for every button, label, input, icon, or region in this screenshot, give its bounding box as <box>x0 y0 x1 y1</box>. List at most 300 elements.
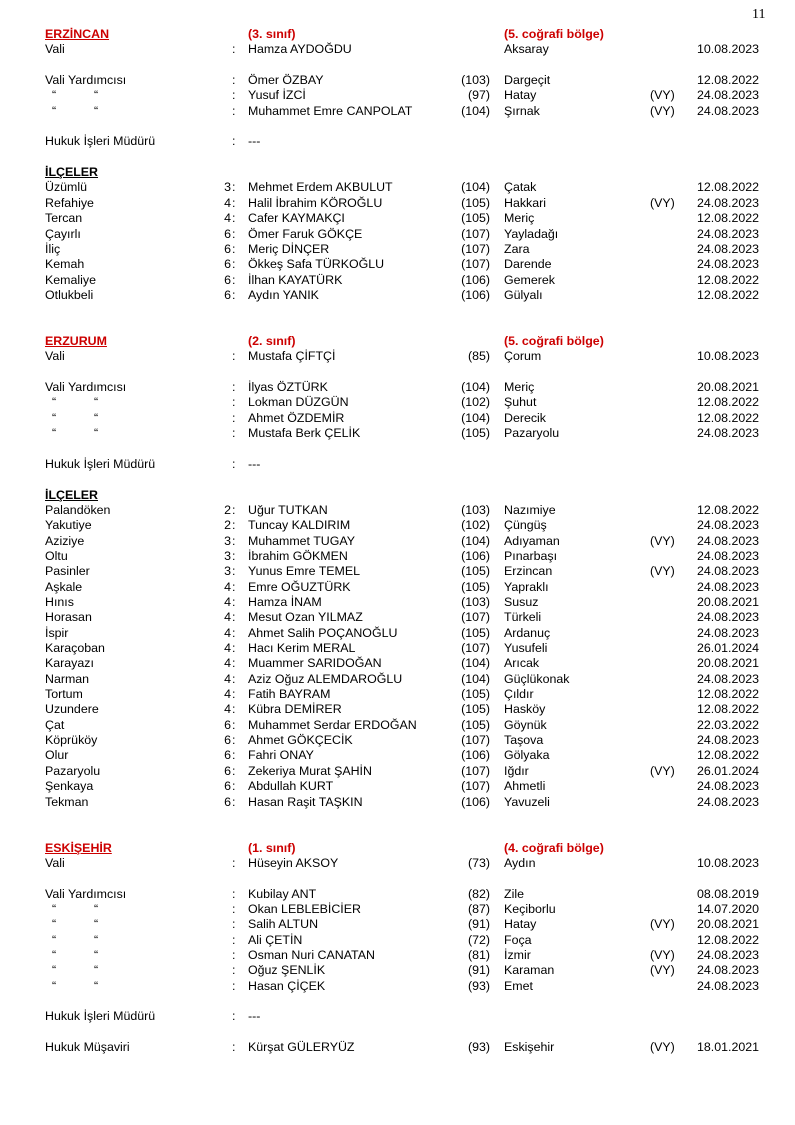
colon: : <box>232 503 236 517</box>
legal-director-value: --- <box>248 1009 261 1023</box>
colon: : <box>232 395 236 409</box>
ditto-mark: “ <box>52 395 57 409</box>
district-grade: 6 <box>224 288 231 302</box>
person-name: Halil İbrahim KÖROĞLU <box>248 196 383 210</box>
person-name: Ahmet GÖKÇECİK <box>248 733 353 747</box>
role-label: Vali Yardımcısı <box>45 887 127 901</box>
colon: : <box>232 380 236 394</box>
seniority-code: (91) <box>467 917 490 931</box>
person-name: Muammer SARIDOĞAN <box>248 656 382 670</box>
person-name: Cafer KAYMAKÇI <box>248 211 345 225</box>
district-row <box>0 518 795 533</box>
province-region: (5. coğrafi bölge) <box>504 334 604 348</box>
seniority-code: (103) <box>461 503 490 517</box>
district-name: Aşkale <box>45 580 83 594</box>
district-grade: 3 <box>224 564 231 578</box>
role-label: Vali <box>45 42 65 56</box>
previous-post: Şırnak <box>504 104 540 118</box>
seniority-code: (97) <box>467 88 490 102</box>
colon: : <box>232 656 236 670</box>
district-row <box>0 687 795 702</box>
seniority-code: (102) <box>461 395 490 409</box>
seniority-code: (105) <box>461 718 490 732</box>
province-name: ESKİŞEHİR <box>45 841 112 855</box>
district-row <box>0 503 795 518</box>
appointment-date: 20.08.2021 <box>697 380 760 394</box>
ditto-mark: “ <box>52 963 57 977</box>
district-grade: 6 <box>224 227 231 241</box>
seniority-code: (105) <box>461 626 490 640</box>
colon: : <box>232 42 236 56</box>
district-grade: 4 <box>224 672 231 686</box>
deputy-row <box>0 426 795 441</box>
person-name: Mustafa Berk ÇELİK <box>248 426 361 440</box>
person-name: Okan LEBLEBİCİER <box>248 902 361 916</box>
seniority-code: (93) <box>467 979 490 993</box>
vy-marker: (VY) <box>650 104 675 118</box>
ditto-mark: “ <box>94 963 99 977</box>
appointment-date: 12.08.2022 <box>697 395 760 409</box>
district-grade: 3 <box>224 534 231 548</box>
province-class: (3. sınıf) <box>248 27 296 41</box>
role-label: Hukuk İşleri Müdürü <box>45 457 156 471</box>
legal-director-value: --- <box>248 457 261 471</box>
districts-heading: İLÇELER <box>45 165 99 179</box>
person-name: Uğur TUTKAN <box>248 503 328 517</box>
ditto-mark: “ <box>94 104 99 118</box>
deputy-row <box>0 73 795 88</box>
seniority-code: (107) <box>461 257 490 271</box>
district-row <box>0 180 795 195</box>
person-name: Kürşat GÜLERYÜZ <box>248 1040 355 1054</box>
vy-marker: (VY) <box>650 88 675 102</box>
person-name: Ahmet Salih POÇANOĞLU <box>248 626 398 640</box>
district-name: Horasan <box>45 610 92 624</box>
previous-post: Pınarbaşı <box>504 549 558 563</box>
seniority-code: (81) <box>467 948 490 962</box>
previous-post: Çıldır <box>504 687 534 701</box>
person-name: Aziz Oğuz ALEMDAROĞLU <box>248 672 403 686</box>
colon: : <box>232 748 236 762</box>
governor-row <box>0 42 795 57</box>
seniority-code: (87) <box>467 902 490 916</box>
appointment-date: 24.08.2023 <box>697 227 760 241</box>
appointment-date: 10.08.2023 <box>697 42 760 56</box>
previous-post: Susuz <box>504 595 539 609</box>
previous-post: Çatak <box>504 180 537 194</box>
colon: : <box>232 196 236 210</box>
ditto-mark: “ <box>94 933 99 947</box>
appointment-date: 24.08.2023 <box>697 779 760 793</box>
previous-post: Yusufeli <box>504 641 548 655</box>
person-name: Ali ÇETİN <box>248 933 303 947</box>
previous-post: Hakkari <box>504 196 546 210</box>
person-name: Muhammet Serdar ERDOĞAN <box>248 718 417 732</box>
province-header <box>0 334 795 349</box>
previous-post: Dargeçit <box>504 73 551 87</box>
district-row <box>0 764 795 779</box>
districts-heading <box>0 165 795 180</box>
appointment-date: 24.08.2023 <box>697 610 760 624</box>
governor-row <box>0 856 795 871</box>
district-grade: 4 <box>224 580 231 594</box>
person-name: Hüseyin AKSOY <box>248 856 339 870</box>
role-label: Vali <box>45 856 65 870</box>
colon: : <box>232 979 236 993</box>
previous-post: Türkeli <box>504 610 542 624</box>
ditto-mark: “ <box>52 426 57 440</box>
district-row <box>0 211 795 226</box>
district-name: Otlukbeli <box>45 288 94 302</box>
colon: : <box>232 73 236 87</box>
district-name: Kemah <box>45 257 85 271</box>
colon: : <box>232 626 236 640</box>
district-row <box>0 564 795 579</box>
appointment-date: 10.08.2023 <box>697 349 760 363</box>
appointment-date: 24.08.2023 <box>697 564 760 578</box>
district-row <box>0 641 795 656</box>
colon: : <box>232 687 236 701</box>
seniority-code: (106) <box>461 795 490 809</box>
previous-post: Ardanuç <box>504 626 551 640</box>
seniority-code: (106) <box>461 273 490 287</box>
person-name: Zekeriya Murat ŞAHİN <box>248 764 372 778</box>
appointment-date: 24.08.2023 <box>697 242 760 256</box>
appointment-date: 24.08.2023 <box>697 257 760 271</box>
district-name: İliç <box>45 242 61 256</box>
person-name: Osman Nuri CANATAN <box>248 948 375 962</box>
district-grade: 6 <box>224 257 231 271</box>
previous-post: Hatay <box>504 917 537 931</box>
vy-marker: (VY) <box>650 1040 675 1054</box>
governor-row <box>0 349 795 364</box>
district-row <box>0 718 795 733</box>
district-row <box>0 196 795 211</box>
colon: : <box>232 426 236 440</box>
previous-post: Zile <box>504 887 524 901</box>
person-name: Oğuz ŞENLİK <box>248 963 326 977</box>
province-region: (5. coğrafi bölge) <box>504 27 604 41</box>
colon: : <box>232 457 236 471</box>
vy-marker: (VY) <box>650 917 675 931</box>
appointment-date: 24.08.2023 <box>697 963 760 977</box>
appointment-date: 12.08.2022 <box>697 73 760 87</box>
district-name: Olur <box>45 748 69 762</box>
vy-marker: (VY) <box>650 764 675 778</box>
district-name: İspir <box>45 626 69 640</box>
previous-post: Darende <box>504 257 552 271</box>
seniority-code: (104) <box>461 672 490 686</box>
previous-post: Adıyaman <box>504 534 560 548</box>
colon: : <box>232 595 236 609</box>
seniority-code: (104) <box>461 656 490 670</box>
appointment-date: 26.01.2024 <box>697 641 760 655</box>
person-name: Yunus Emre TEMEL <box>248 564 361 578</box>
ditto-mark: “ <box>94 902 99 916</box>
person-name: Hasan Raşit TAŞKIN <box>248 795 363 809</box>
ditto-mark: “ <box>94 88 99 102</box>
vy-marker: (VY) <box>650 948 675 962</box>
seniority-code: (82) <box>467 887 490 901</box>
colon: : <box>232 88 236 102</box>
deputy-row <box>0 902 795 917</box>
colon: : <box>232 610 236 624</box>
districts-heading: İLÇELER <box>45 488 99 502</box>
province-name: ERZİNCAN <box>45 27 110 41</box>
previous-post: Zara <box>504 242 530 256</box>
district-row <box>0 242 795 257</box>
colon: : <box>232 887 236 901</box>
district-name: Oltu <box>45 549 68 563</box>
person-name: Fatih BAYRAM <box>248 687 331 701</box>
district-grade: 6 <box>224 779 231 793</box>
ditto-mark: “ <box>52 88 57 102</box>
previous-post: Meriç <box>504 380 535 394</box>
district-grade: 6 <box>224 733 231 747</box>
district-name: Aziziye <box>45 534 85 548</box>
appointment-date: 12.08.2022 <box>697 411 760 425</box>
appointment-date: 24.08.2023 <box>697 534 760 548</box>
role-label: Hukuk Müşaviri <box>45 1040 130 1054</box>
previous-post: Ahmetli <box>504 779 546 793</box>
previous-post: Göynük <box>504 718 547 732</box>
previous-post: Aydın <box>504 856 536 870</box>
deputy-row <box>0 887 795 902</box>
colon: : <box>232 902 236 916</box>
district-row <box>0 733 795 748</box>
deputy-row <box>0 380 795 395</box>
seniority-code: (105) <box>461 702 490 716</box>
role-label: Vali Yardımcısı <box>45 380 127 394</box>
district-name: Narman <box>45 672 90 686</box>
appointment-date: 12.08.2022 <box>697 211 760 225</box>
province-class: (1. sınıf) <box>248 841 296 855</box>
appointment-date: 12.08.2022 <box>697 288 760 302</box>
district-grade: 6 <box>224 764 231 778</box>
ditto-mark: “ <box>52 104 57 118</box>
appointment-date: 26.01.2024 <box>697 764 760 778</box>
appointment-date: 12.08.2022 <box>697 933 760 947</box>
appointment-date: 24.08.2023 <box>697 518 760 532</box>
legal-counsel-row <box>0 1040 795 1055</box>
colon: : <box>232 733 236 747</box>
person-name: Tuncay KALDIRIM <box>248 518 351 532</box>
vy-marker: (VY) <box>650 534 675 548</box>
colon: : <box>232 104 236 118</box>
colon: : <box>232 242 236 256</box>
colon: : <box>232 795 236 809</box>
province-region: (4. coğrafi bölge) <box>504 841 604 855</box>
previous-post: Karaman <box>504 963 555 977</box>
ditto-mark: “ <box>94 426 99 440</box>
person-name: Mesut Ozan YILMAZ <box>248 610 363 624</box>
colon: : <box>232 534 236 548</box>
colon: : <box>232 672 236 686</box>
appointment-date: 14.07.2020 <box>697 902 760 916</box>
district-grade: 3 <box>224 180 231 194</box>
appointment-date: 08.08.2019 <box>697 887 760 901</box>
appointment-date: 24.08.2023 <box>697 672 760 686</box>
district-grade: 4 <box>224 610 231 624</box>
previous-post: Aksaray <box>504 42 549 56</box>
vy-marker: (VY) <box>650 963 675 977</box>
district-grade: 6 <box>224 718 231 732</box>
district-name: Karayazı <box>45 656 94 670</box>
district-name: Şenkaya <box>45 779 94 793</box>
province-class: (2. sınıf) <box>248 334 296 348</box>
district-name: Palandöken <box>45 503 111 517</box>
vy-marker: (VY) <box>650 564 675 578</box>
person-name: Ahmet ÖZDEMİR <box>248 411 345 425</box>
appointment-date: 12.08.2022 <box>697 503 760 517</box>
district-grade: 6 <box>224 795 231 809</box>
district-name: Kemaliye <box>45 273 96 287</box>
seniority-code: (105) <box>461 196 490 210</box>
person-name: Abdullah KURT <box>248 779 334 793</box>
district-row <box>0 227 795 242</box>
district-row <box>0 656 795 671</box>
district-name: Refahiye <box>45 196 94 210</box>
person-name: Ömer ÖZBAY <box>248 73 324 87</box>
ditto-mark: “ <box>52 411 57 425</box>
appointment-date: 24.08.2023 <box>697 580 760 594</box>
previous-post: Nazımiye <box>504 503 556 517</box>
seniority-code: (105) <box>461 564 490 578</box>
seniority-code: (104) <box>461 411 490 425</box>
ditto-mark: “ <box>94 395 99 409</box>
previous-post: Hasköy <box>504 702 546 716</box>
colon: : <box>232 549 236 563</box>
district-row <box>0 795 795 810</box>
seniority-code: (105) <box>461 687 490 701</box>
district-name: Tekman <box>45 795 89 809</box>
colon: : <box>232 411 236 425</box>
seniority-code: (107) <box>461 641 490 655</box>
previous-post: Keçiborlu <box>504 902 556 916</box>
seniority-code: (91) <box>467 963 490 977</box>
seniority-code: (102) <box>461 518 490 532</box>
seniority-code: (107) <box>461 764 490 778</box>
seniority-code: (105) <box>461 426 490 440</box>
deputy-row <box>0 104 795 119</box>
district-grade: 4 <box>224 641 231 655</box>
previous-post: Pazaryolu <box>504 426 560 440</box>
district-grade: 4 <box>224 211 231 225</box>
district-name: Çayırlı <box>45 227 81 241</box>
colon: : <box>232 288 236 302</box>
district-row <box>0 702 795 717</box>
appointment-date: 24.08.2023 <box>697 733 760 747</box>
colon: : <box>232 856 236 870</box>
district-grade: 6 <box>224 242 231 256</box>
district-grade: 2 <box>224 503 231 517</box>
district-row <box>0 580 795 595</box>
colon: : <box>232 227 236 241</box>
person-name: Muhammet Emre CANPOLAT <box>248 104 413 118</box>
districts-heading <box>0 488 795 503</box>
person-name: Salih ALTUN <box>248 917 319 931</box>
colon: : <box>232 764 236 778</box>
previous-post: Erzincan <box>504 564 553 578</box>
appointment-date: 24.08.2023 <box>697 426 760 440</box>
person-name: Kübra DEMİRER <box>248 702 342 716</box>
role-label: Vali Yardımcısı <box>45 73 127 87</box>
district-grade: 4 <box>224 595 231 609</box>
district-grade: 6 <box>224 273 231 287</box>
person-name: Fahri ONAY <box>248 748 314 762</box>
appointment-date: 24.08.2023 <box>697 196 760 210</box>
person-name: Hamza İNAM <box>248 595 322 609</box>
district-row <box>0 257 795 272</box>
person-name: Kubilay ANT <box>248 887 317 901</box>
province-header <box>0 27 795 42</box>
person-name: İlyas ÖZTÜRK <box>248 380 328 394</box>
person-name: Ömer Faruk GÖKÇE <box>248 227 363 241</box>
colon: : <box>232 917 236 931</box>
person-name: Hacı Kerim MERAL <box>248 641 356 655</box>
seniority-code: (93) <box>467 1040 490 1054</box>
colon: : <box>232 211 236 225</box>
seniority-code: (104) <box>461 180 490 194</box>
appointment-date: 24.08.2023 <box>697 104 760 118</box>
role-label: Vali <box>45 349 65 363</box>
seniority-code: (72) <box>467 933 490 947</box>
district-row <box>0 610 795 625</box>
seniority-code: (106) <box>461 549 490 563</box>
appointment-date: 10.08.2023 <box>697 856 760 870</box>
appointment-date: 12.08.2022 <box>697 180 760 194</box>
appointment-date: 20.08.2021 <box>697 595 760 609</box>
legal-director-row <box>0 457 795 472</box>
seniority-code: (104) <box>461 104 490 118</box>
colon: : <box>232 718 236 732</box>
seniority-code: (106) <box>461 288 490 302</box>
legal-director-row <box>0 134 795 149</box>
previous-post: Yapraklı <box>504 580 549 594</box>
seniority-code: (107) <box>461 610 490 624</box>
colon: : <box>232 349 236 363</box>
ditto-mark: “ <box>52 948 57 962</box>
person-name: Lokman DÜZGÜN <box>248 395 349 409</box>
seniority-code: (104) <box>461 534 490 548</box>
person-name: Hasan ÇİÇEK <box>248 979 326 993</box>
district-grade: 4 <box>224 626 231 640</box>
appointment-date: 18.01.2021 <box>697 1040 760 1054</box>
appointment-date: 24.08.2023 <box>697 948 760 962</box>
district-row <box>0 748 795 763</box>
page-number: 11 <box>752 7 766 22</box>
colon: : <box>232 641 236 655</box>
previous-post: Yavuzeli <box>504 795 550 809</box>
person-name: İbrahim GÖKMEN <box>248 549 348 563</box>
colon: : <box>232 933 236 947</box>
previous-post: Çüngüş <box>504 518 547 532</box>
district-row <box>0 672 795 687</box>
previous-post: Derecik <box>504 411 546 425</box>
previous-post: Çorum <box>504 349 542 363</box>
seniority-code: (106) <box>461 748 490 762</box>
person-name: Yusuf İZCİ <box>248 88 306 102</box>
seniority-code: (103) <box>461 73 490 87</box>
appointment-date: 24.08.2023 <box>697 979 760 993</box>
deputy-row <box>0 917 795 932</box>
previous-post: İzmir <box>504 948 531 962</box>
seniority-code: (105) <box>461 580 490 594</box>
person-name: İlhan KAYATÜRK <box>248 273 343 287</box>
previous-post: Foça <box>504 933 532 947</box>
appointment-date: 24.08.2023 <box>697 549 760 563</box>
colon: : <box>232 134 236 148</box>
